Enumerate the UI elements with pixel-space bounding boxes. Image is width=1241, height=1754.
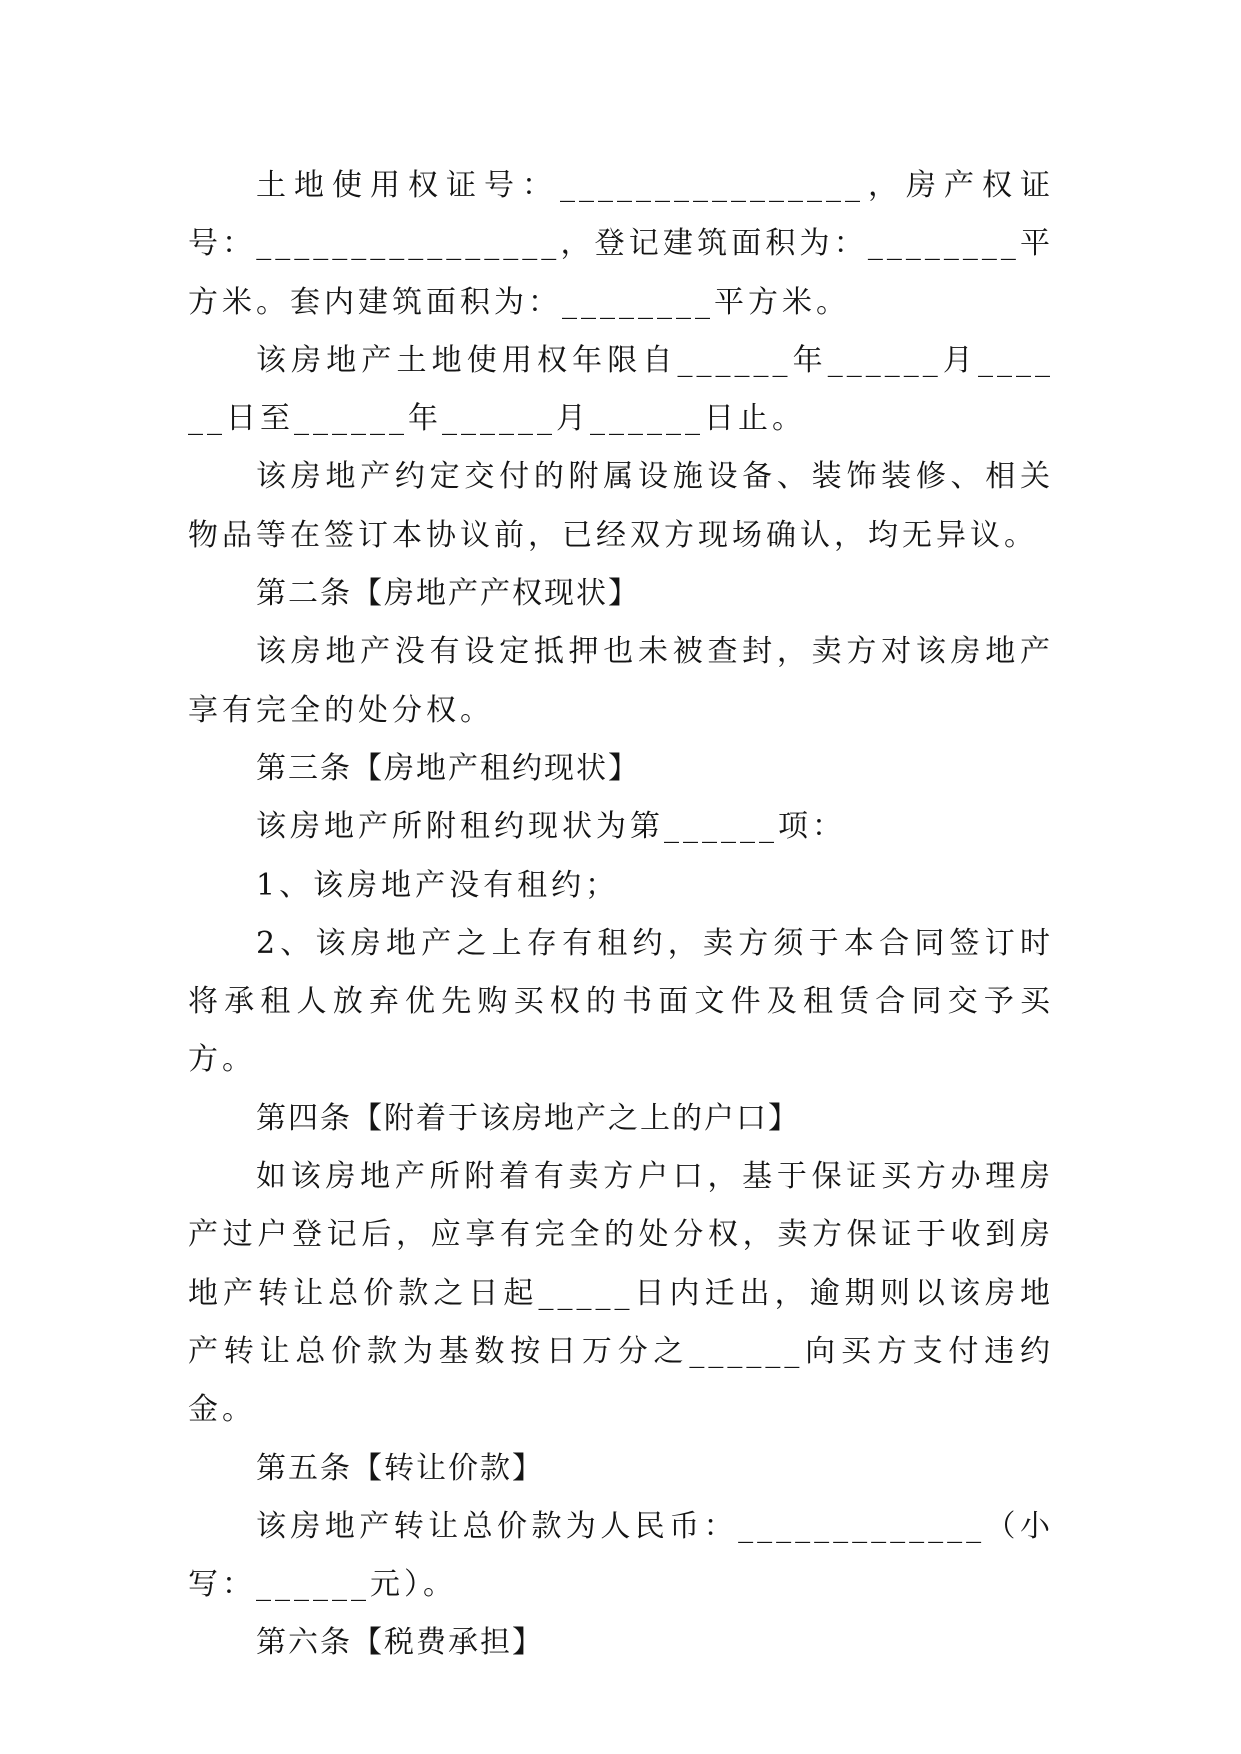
contract-text-body	[188, 157, 1054, 1673]
paragraph-fixtures-confirmation: 该房地产约定交付的附属设施设备、装饰装修、相关物品等在签订本协议前，已经双方现场确认，均无异议。	[188, 459, 1054, 553]
paragraph-land-use-term: 该房地产土地使用权年限自______年______月______日至______年______月______日止。	[188, 342, 1054, 437]
heading-article-6: 第六条【税费承担】	[256, 1625, 544, 1661]
heading-article-4: 第四条【附着于该房地产之上的户口】	[256, 1100, 800, 1136]
paragraph-property-certificates: 土地使用权证号：________________，房产权证号：________________，登记建筑面积为：________平方米。套内建筑面积为：________平方米。	[188, 168, 1054, 320]
paragraph-lease-option-1: 1、该房地产没有租约；	[256, 867, 620, 903]
paragraph-lease-option-2: 2、该房地产之上存有租约，卖方须于本合同签订时将承租人放弃优先购买权的书面文件及租赁合同交予买方。	[188, 925, 1054, 1078]
heading-article-5: 第五条【转让价款】	[256, 1450, 544, 1486]
paragraph-transfer-price: 该房地产转让总价款为人民币：_____________（小写：______元）。	[188, 1508, 1054, 1603]
paragraph-household-registration: 如该房地产所附着有卖方户口，基于保证买方办理房产过户登记后，应享有完全的处分权，卖方保证于收到房地产转让总价款之日起_____日内迁出，逾期则以该房地产转让总价款为基数按日万分之______向买方支付违约金。	[188, 1159, 1054, 1428]
paragraph-ownership-status: 该房地产没有设定抵押也未被查封，卖方对该房地产享有完全的处分权。	[188, 634, 1054, 728]
heading-article-3: 第三条【房地产租约现状】	[256, 750, 640, 786]
paragraph-lease-status: 该房地产所附租约现状为第______项：	[256, 809, 846, 845]
heading-article-2: 第二条【房地产产权现状】	[256, 576, 640, 612]
